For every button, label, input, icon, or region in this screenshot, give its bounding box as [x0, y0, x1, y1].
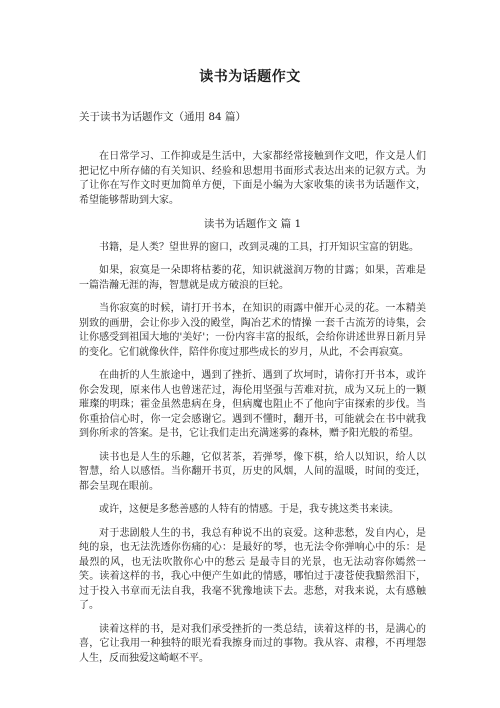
document-subtitle: 关于读书为话题作文（通用 84 篇） — [79, 111, 247, 123]
body-paragraph: 读书也是人生的乐趣，它似茗茶，若弹琴，像下棋，给人以知识，给人以智慧，给人以感悟。当你翻开书页，历史的风烟，人间的温暖，时间的变迁，都会呈现在眼前。 — [79, 451, 426, 492]
body-paragraph: 如果，寂寞是一朵即将枯萎的花，知识就滋润万物的甘露；如果，苦难是一篇浩瀚无涯的海，智慧就是成方破浪的巨轮。 — [79, 265, 426, 291]
document-body — [79, 150, 426, 675]
body-paragraph: 读着这样的书，是对我们承受挫折的一类总结，读着这样的书，是满心的喜，它让我用一种独特的眼光看我擦身而过的事物。我从容、肃穆，不再埋怨人生，反而独爱这崎岖不平。 — [79, 623, 426, 664]
section-heading: 读书为话题作文 篇 1 — [203, 218, 302, 230]
body-paragraph: 对于悲剧般人生的书，我总有种说不出的哀爱。这种悲愁，发自内心，是纯的泉，也无法洗透你伤痛的心：是最好的琴，也无法令你弹响心中的乐：是最烈的风，也无法吹散你心中的愁云 是最寺目的光景，也无法动容你嫣然一笑。读着这样的书，我心中便产生如此的情感，哪怕过于凄苍使我黯然泪下，过于投入书章而无法自我，我毫不犹豫地读下去。悲愁，对我来说，太有感触了。 — [79, 527, 426, 611]
body-paragraph: 书籍，是人类？望世界的窗口，改到灵魂的工具，打开知识宝富的钥匙。 — [99, 241, 419, 253]
body-paragraph: 或许，这便是多愁善感的人特有的情感。于是，我专挑这类书来读。 — [99, 504, 399, 515]
body-paragraph: 在曲折的人生旅途中，遇到了挫折、遇到了坎坷时，请你打开书本，或许你会发现，原来伟人也曾迷茫过，海伦用坚强与苦难对抗，成为又玩上的一颗璀璨的明珠；霍金虽然患病在身，但病魔也阻止不了他向宇宙探索的步伐。当你重拾信心时，你一定会感谢它。遇到不懂时，翻开书，可能就会在书中就我到你所求的答案。是书，它让我们走出充满迷雾的森林，赠予阳光般的希望。 — [79, 370, 426, 439]
document-title: 读书为话题作文 — [199, 69, 301, 85]
intro-paragraph: 在日常学习、工作抑或是生活中，大家都经常接触到作文吧，作文是人们把记忆中所存储的有关知识、经验和思想用书面形式表达出来的记叙方式。为了让你在写作文时更加简单方便，下面是小编为大家收集的读书为话题作文，希望能够帮助到大家。 — [79, 151, 426, 206]
body-paragraph: 当你寂寞的时候，请打开书本，在知识的雨露中催开心灵的花。一本精美别致的画册，会让你步入没的殿堂，陶冶艺术的情操 一套千古流芳的诗集，会让你感受到祖国大地的'美好'；一份内容丰富的报纸，会给你讲述世界日新月异的变化。它们就像伙伴，陪伴你度过那些成长的岁月，从此，不会再寂寞。 — [79, 303, 426, 358]
